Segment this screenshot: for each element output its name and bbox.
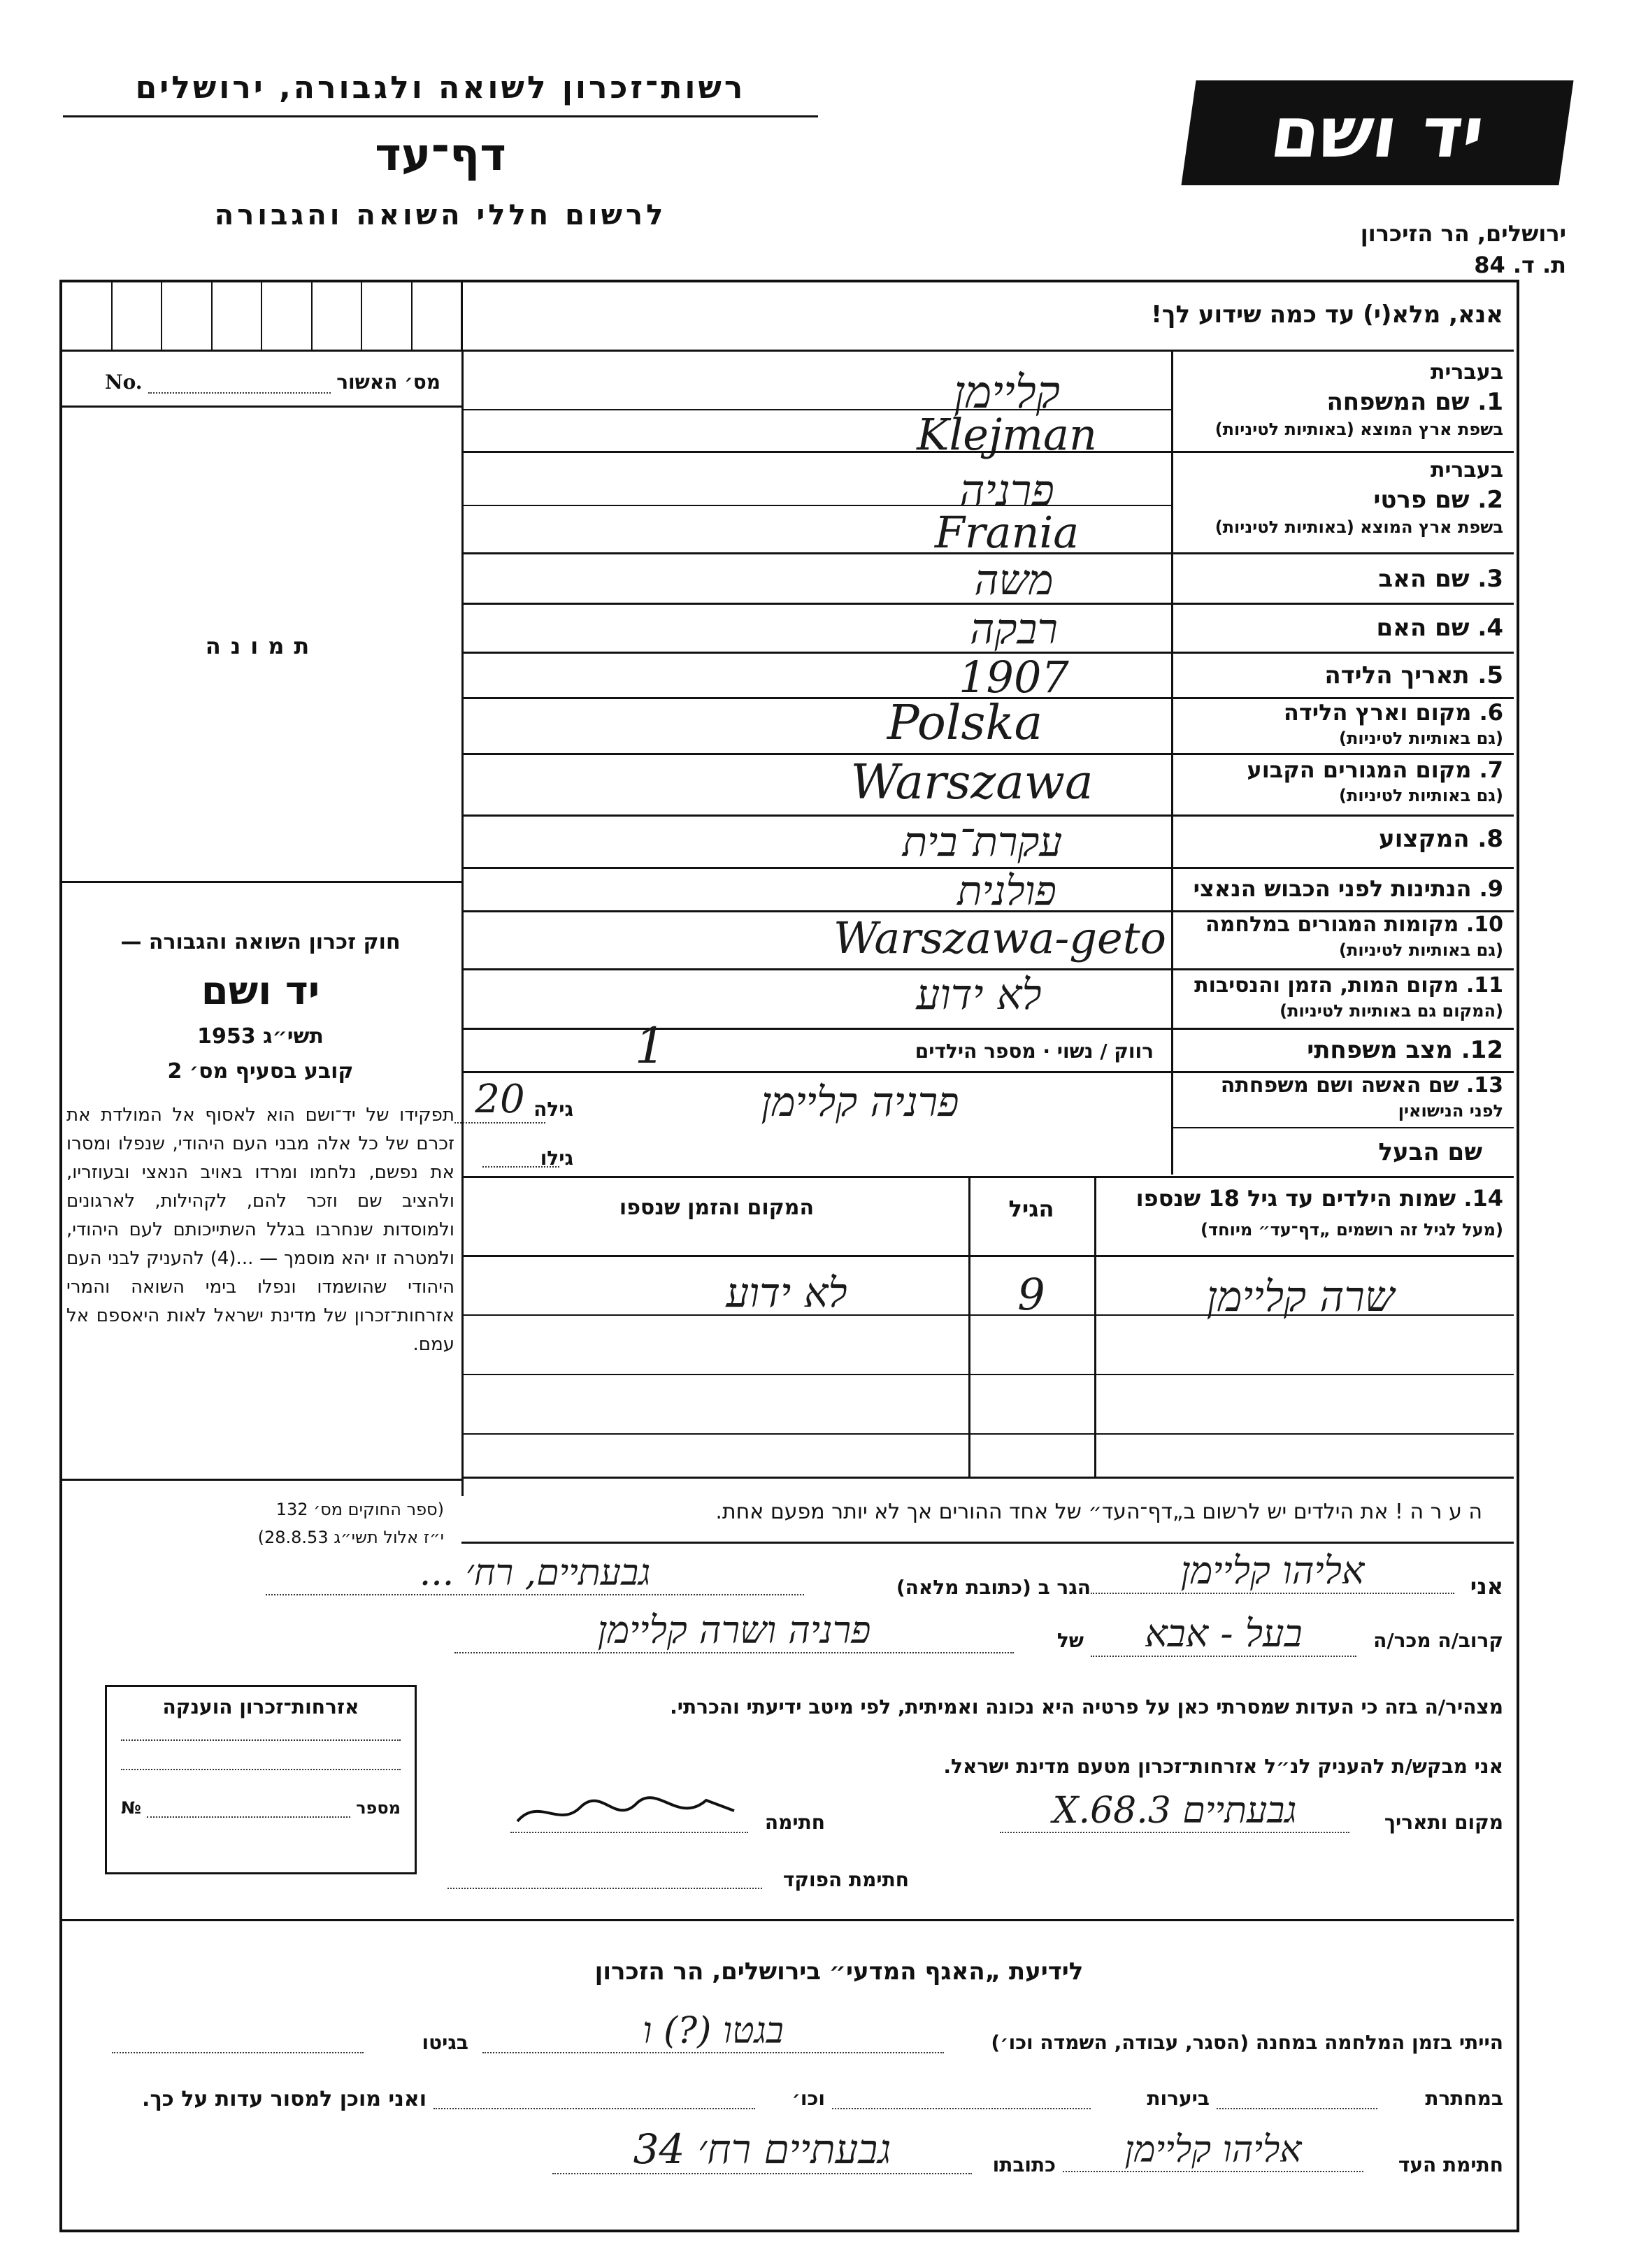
decl-i: אני: [1470, 1573, 1503, 1600]
label-wife-age: גילה: [533, 1098, 573, 1121]
decl-relative-label: קרוב/ה מכר/ה: [1373, 1629, 1503, 1652]
label-mother-name: שם האם: [1376, 614, 1470, 642]
address-line: ירושלים, הר הזיכרון: [1360, 220, 1566, 247]
survivor-ready-label: ואני מוכן למסור עדות על כך.: [142, 2087, 427, 2111]
value-children-count: 1: [634, 1017, 666, 1075]
survivor-camp-label: הייתי בזמן המלחמה במחנה (הסגר, עבודה, השמדה וכו׳): [991, 2031, 1503, 2054]
instruction-text: אנא, מלא(י) עד כמה שידוע לך!: [1151, 301, 1503, 329]
registry-he-label: מס׳ האשור: [336, 371, 440, 394]
certificate-box: [105, 1685, 417, 1874]
label-father-name: שם האב: [1378, 565, 1470, 593]
label-family-name: שם המשפחה: [1326, 388, 1470, 416]
children-sub: (מעל לגיל זה רושמים „דף־עד״ מיוחד): [1201, 1220, 1503, 1240]
photo-placeholder: תמונה: [205, 633, 320, 659]
survivor-etc-label: וכו׳: [791, 2087, 825, 2110]
value-residence: Warszawa: [850, 755, 1094, 810]
value-wife-name: פרניה קליימן: [761, 1078, 959, 1126]
survivor-address-label: כתובתו: [992, 2153, 1056, 2176]
label-wartime-residence: מקומות המגורים במלחמה: [1205, 912, 1459, 937]
registry-no-label: No.: [105, 371, 143, 394]
label-birth-place: מקום וארץ הלידה: [1283, 699, 1472, 726]
child-name: שרה קליימן: [1206, 1272, 1395, 1321]
law-year: תשי״ג 1953: [197, 1024, 324, 1049]
label-nationality: הנתינות לפני הכבוש הנאצי: [1193, 875, 1472, 902]
value-first-name-he: פרניה: [959, 465, 1054, 516]
label-children: שמות הילדים עד גיל 18 שנספו: [1135, 1185, 1456, 1212]
survivor-forests-label: ביערות: [1147, 2087, 1210, 2110]
form-subtitle: לרשום חללי השואה והגבורה: [214, 199, 667, 231]
signature-mark: [510, 1790, 748, 1833]
label-column-divider: [1171, 350, 1173, 1175]
decl-of-label: של: [1056, 1629, 1084, 1652]
survivor-camp-value: בגטו (?) ו: [482, 2010, 944, 2053]
decl-address: גבעתיים, רח׳ ...: [266, 1552, 804, 1595]
form-title: דף־עד: [375, 129, 506, 181]
label-birth-date: תאריך הלידה: [1324, 661, 1470, 689]
place-date-label: מקום ותאריך: [1384, 1811, 1503, 1834]
value-death-place: לא ידוע: [916, 970, 1042, 1019]
note-text: ה ע ר ה ! את הילדים יש לרשום ב„דף־העד״ של אחד ההורים אך לא יותר מפעם אחת.: [715, 1500, 1482, 1524]
survivor-ghetto-label: בגיטו: [422, 2031, 468, 2054]
col-place-header: המקום והזמן שנספו: [619, 1196, 815, 1220]
value-wartime-residence: Warszawa-geto: [833, 912, 1166, 963]
certificate-num-sign: №: [121, 1798, 141, 1818]
value-nationality: פולנית: [957, 867, 1056, 914]
survivor-sig-label: חתימת העד: [1398, 2153, 1503, 2176]
left-column-divider: [461, 350, 464, 1496]
decl-request: אני מבקש/ת להעניק לנ״ל אזרחות־זכרון מטעם מדינת ישראל.: [943, 1755, 1503, 1778]
child-place: לא ידוע: [726, 1269, 847, 1316]
place-date-value: גבעתיים 3.X.68: [1000, 1790, 1349, 1833]
signature-label: חתימה: [764, 1811, 825, 1834]
decl-relation: בעל - אבא: [1091, 1612, 1356, 1657]
value-wife-age: 20: [454, 1077, 545, 1124]
label-residence: מקום המגורים הקבוע: [1247, 756, 1472, 783]
value-family-name-he: קליימן: [954, 367, 1060, 419]
value-first-name-latin: Frania: [934, 507, 1080, 558]
label-marital-status: מצב משפחתי: [1307, 1036, 1453, 1064]
value-family-name-latin: Klejman: [917, 409, 1097, 460]
decl-name: אליהו קליימן: [1091, 1549, 1454, 1594]
survivor-sig-value: אליהו קליימן: [1063, 2129, 1363, 2172]
law-ref-1: (ספר החוקים מס׳ 132: [275, 1500, 444, 1519]
marital-options: רווק / נשוי · מספר הילדים: [915, 1040, 1154, 1063]
registry-number: [105, 371, 440, 394]
authority-line: רשות־זכרון לשואה ולגבורה, ירושלים: [135, 70, 746, 106]
value-birth-place: Polska: [887, 696, 1043, 751]
survivor-title: לידיעת „האגף המדעי״ בירושלים, הר הזכרון: [594, 1958, 1084, 1986]
value-birth-date: 1907: [959, 652, 1069, 703]
survivor-address-value: גבעתיים רח׳ 34: [552, 2125, 972, 2174]
officer-signature-label: חתימת הפוקד: [782, 1868, 909, 1891]
po-box: ת. ד. 84: [1474, 252, 1566, 278]
label-husband-age: גילו: [540, 1147, 573, 1170]
code-boxes: [62, 282, 463, 350]
certificate-title: אזרחות־זכרון הוענקה: [162, 1695, 359, 1718]
value-profession: עקרת־בית: [902, 818, 1063, 866]
header-rule: [63, 115, 818, 117]
label-first-name: שם פרטי: [1373, 486, 1470, 514]
law-title: חוק זכרון השואה והגבורה —: [120, 930, 401, 954]
label-death-place: מקום המות, הזמן והנסיבות: [1194, 973, 1459, 998]
yad-vashem-logo: יד ושם: [1181, 80, 1573, 185]
decl-of-name: פרניה ושרה קליימן: [454, 1608, 1014, 1653]
law-section: קובע בסעיף מס׳ 2: [167, 1059, 354, 1084]
law-text: תפקידו של יד־ושם הוא לאסוף אל המולדת את זכרם של כל אלה מבני העם היהודי, שנפלו ומסרו את נפשם, נלחמו ומרדו באויב הנאצי ובעוזריו, ולהציב שם וזכר להם, לקהילות, לארגונים ולמוסדות שנחרבו בגלל השתייכותם לעם היהודי, ולמטרה זו יהא מוסמך — ...(4) להעניק לבני העם היהודי שהושמדו ונפלו בימי השואה והמרי אזרחות־זכרון של מדינת ישראל לאות היאספם אל עמם.: [66, 1105, 454, 1355]
label-wife-name: שם האשה ושם משפחתה: [1220, 1073, 1459, 1098]
certificate-num-label: מספר: [356, 1798, 401, 1818]
law-name: יד ושם: [201, 968, 320, 1014]
label-husband-name: שם הבעל: [1378, 1138, 1482, 1166]
decl-statement: מצהיר/ה בזה כי העדות שמסרתי כאן על פרטיה היא נכונה ואמיתית, לפי מיטב ידיעתי והכרתי.: [670, 1695, 1503, 1718]
label-profession: המקצוע: [1379, 825, 1470, 853]
col-age-header: הגיל: [1008, 1196, 1054, 1222]
value-father-name: משה: [974, 556, 1054, 605]
value-mother-name: רבקה: [970, 605, 1058, 654]
survivor-underground-label: במחתרת: [1425, 2087, 1503, 2110]
law-ref-2: י״ז אלול תשי״ג 28.8.53): [257, 1528, 444, 1547]
child-age: 9: [1017, 1269, 1045, 1320]
decl-address-label: הגר ב (כתובת מלאה): [896, 1576, 1091, 1599]
